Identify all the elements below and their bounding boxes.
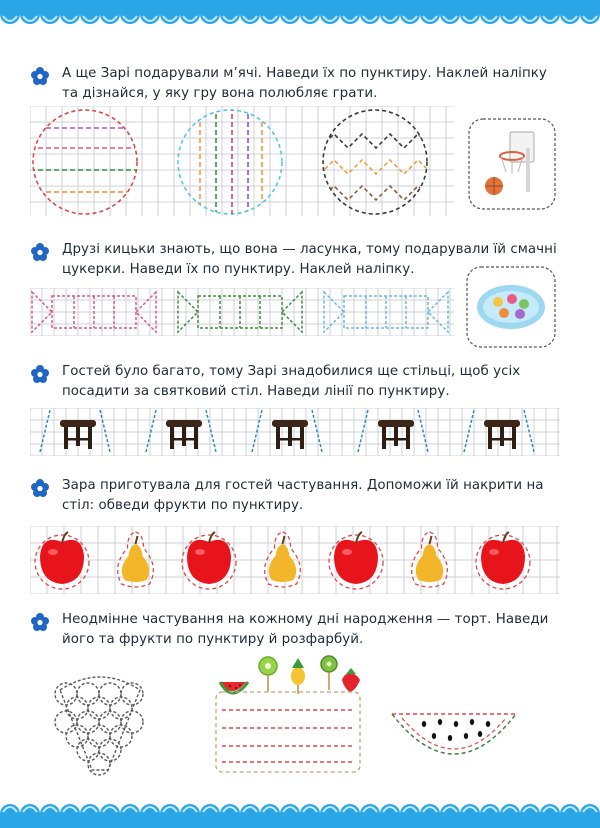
ball-zigzag[interactable]: [320, 110, 432, 214]
task-fruits: [30, 476, 562, 516]
task-instruction: Друзі кицьки знають, що вона — ласунка, тому подарували їй смачні цукерки. Наведи їх по пунктиру. Наклей наліпку.: [62, 242, 557, 277]
candies-tracing-area: [30, 288, 454, 336]
watermelon-outline[interactable]: [388, 708, 520, 766]
apple-icon[interactable]: [329, 532, 383, 589]
apple-icon[interactable]: [182, 532, 236, 589]
fruits-tracing-area: [30, 526, 560, 594]
dashed-line: [146, 410, 156, 452]
task-instruction: Зара приготувала для гостей частування. Допоможи їй накрити на стіл: обведи фрукти по пунктиру.: [62, 478, 544, 513]
cake-outline[interactable]: [208, 652, 368, 778]
task-instruction: Неодмінне частування на кожному дні народження — торт. Наведи його та фрукти по пунктиру й розфарбуй.: [62, 612, 549, 647]
strawberry-icon: [342, 668, 360, 692]
dashed-line: [524, 410, 534, 452]
kiwi-slice-icon: [321, 656, 337, 690]
grapes-outline[interactable]: [52, 666, 148, 776]
dashed-line: [206, 410, 216, 452]
flower-bullet-icon: [30, 478, 50, 498]
bottom-decorative-border: [0, 790, 600, 828]
task-cake: [30, 610, 562, 650]
balls-tracing-area: [30, 106, 454, 216]
dashed-line: [312, 410, 322, 452]
flower-bullet-icon: [30, 364, 50, 384]
dashed-line: [252, 410, 262, 452]
task-instruction: А ще Зарі подарували м’ячі. Наведи їх по пунктиру. Наклей наліпку та дізнайся, у яку гру вона полюбляє грати.: [62, 66, 547, 101]
flower-bullet-icon: [30, 66, 50, 86]
top-decorative-border: [0, 0, 600, 30]
flower-bullet-icon: [30, 242, 50, 262]
task-chairs: [30, 362, 562, 402]
kiwi-icon: [259, 657, 277, 692]
apple-icon[interactable]: [476, 532, 530, 589]
task-instruction: Гостей було багато, тому Зарі знадобилися ще стільці, щоб усіх посадити за святковий стіл. Наведи лінії по пунктиру.: [62, 364, 521, 399]
stool-icon: [146, 410, 216, 452]
flower-bullet-icon: [30, 612, 50, 632]
sticker-basketball[interactable]: [468, 118, 556, 210]
stool-icon: [40, 410, 110, 452]
dashed-line: [464, 410, 474, 452]
pineapple-icon: [291, 658, 305, 694]
candy-plate-icon: [477, 285, 545, 329]
task-balls: [30, 64, 562, 104]
watermelon-slice-icon: [220, 682, 248, 693]
stool-icon: [252, 410, 322, 452]
stool-icon: [358, 410, 428, 452]
chairs-tracing-area: [30, 408, 560, 456]
sticker-candy[interactable]: [466, 266, 556, 348]
